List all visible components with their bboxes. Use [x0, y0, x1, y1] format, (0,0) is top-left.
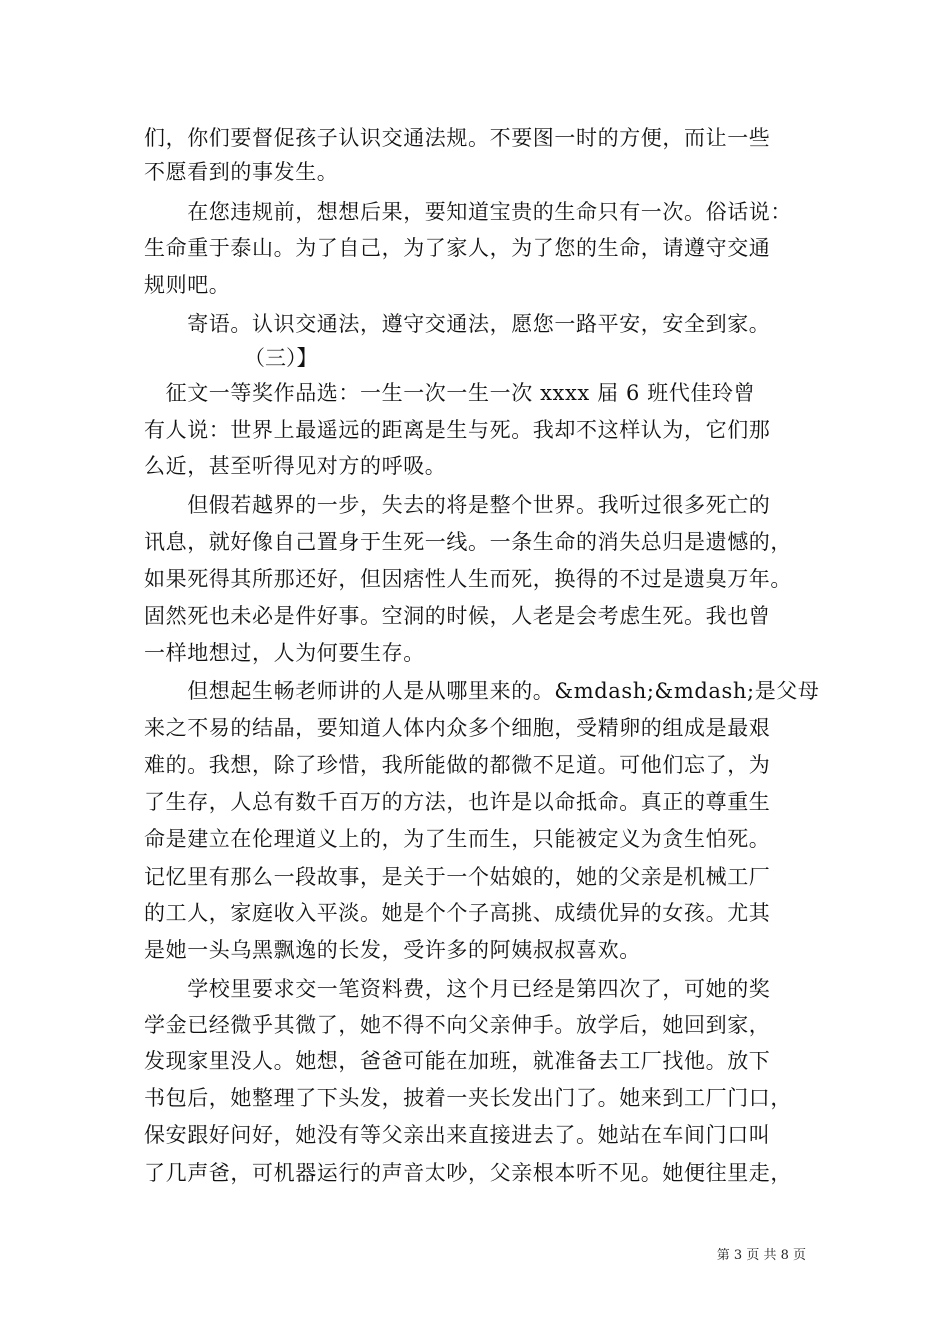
- body-text-line: 们，你们要督促孩子认识交通法规。不要图一时的方便，而让一些: [144, 126, 771, 150]
- body-text-line: 是她一头乌黑飘逸的长发，受许多的阿姨叔叔喜欢。: [144, 938, 641, 962]
- body-text-line: 一样地想过，人为何要生存。: [144, 641, 425, 665]
- body-text-line: 了生存，人总有数千百万的方法，也许是以命抵命。真正的尊重生: [144, 790, 771, 814]
- body-text-line: 了几声爸，可机器运行的声音太吵，父亲根本听不见。她便往里走，: [144, 1161, 792, 1185]
- body-text-line: 保安跟好问好，她没有等父亲出来直接进去了。她站在车间门口叫: [144, 1123, 771, 1147]
- body-text-line: 规则吧。: [144, 273, 231, 297]
- body-text-line: 难的。我想，除了珍惜，我所能做的都微不足道。可他们忘了，为: [144, 753, 771, 777]
- body-text-line: 征文一等奖作品选：一生一次一生一次 xxxx 届 6 班代佳玲曾: [144, 381, 756, 405]
- body-text-line: 的工人，家庭收入平淡。她是个个子高挑、成绩优异的女孩。尤其: [144, 901, 771, 925]
- body-text-line: 在您违规前，想想后果，要知道宝贵的生命只有一次。俗话说：: [144, 200, 792, 224]
- body-text-line: 讯息，就好像自己置身于生死一线。一条生命的消失总归是遗憾的，: [144, 530, 792, 554]
- body-text-line: 命是建立在伦理道义上的，为了生而生，只能被定义为贪生怕死。: [144, 827, 771, 851]
- page-footer: 第 3 页 共 8 页: [716, 1248, 806, 1263]
- body-text-line: 生命重于泰山。为了自己，为了家人，为了您的生命，请遵守交通: [144, 236, 771, 260]
- body-text-line: 固然死也未必是件好事。空洞的时候，人老是会考虑生死。我也曾: [144, 604, 771, 628]
- body-text-line: 发现家里没人。她想，爸爸可能在加班，就准备去工厂找他。放下: [144, 1049, 771, 1073]
- body-text-line: 来之不易的结晶，要知道人体内众多个细胞，受精卵的组成是最艰: [144, 716, 771, 740]
- section-heading: （三）】: [244, 346, 318, 370]
- body-text-line: 有人说：世界上最遥远的距离是生与死。我却不这样认为，它们那: [144, 418, 771, 442]
- body-text-line: 寄语。认识交通法，遵守交通法，愿您一路平安，安全到家。: [144, 312, 771, 336]
- body-text-line: 如果死得其所那还好，但因痞性人生而死，换得的不过是遗臭万年。: [144, 567, 792, 591]
- body-text-line: 学校里要求交一笔资料费，这个月已经是第四次了，可她的奖: [144, 977, 771, 1001]
- body-text-line: 不愿看到的事发生。: [144, 160, 339, 184]
- body-text-line: 但假若越界的一步，失去的将是整个世界。我听过很多死亡的: [144, 493, 771, 517]
- body-text-line: 但想起生畅老师讲的人是从哪里来的。&mdash;&mdash;是父母: [144, 679, 820, 703]
- body-text-line: 记忆里有那么一段故事，是关于一个姑娘的，她的父亲是机械工厂: [144, 865, 771, 889]
- body-text-line: 么近，甚至听得见对方的呼吸。: [144, 454, 447, 478]
- body-text-line: 学金已经微乎其微了，她不得不向父亲伸手。放学后，她回到家，: [144, 1013, 771, 1037]
- body-text-line: 书包后，她整理了下头发，披着一夹长发出门了。她来到工厂门口，: [144, 1086, 792, 1110]
